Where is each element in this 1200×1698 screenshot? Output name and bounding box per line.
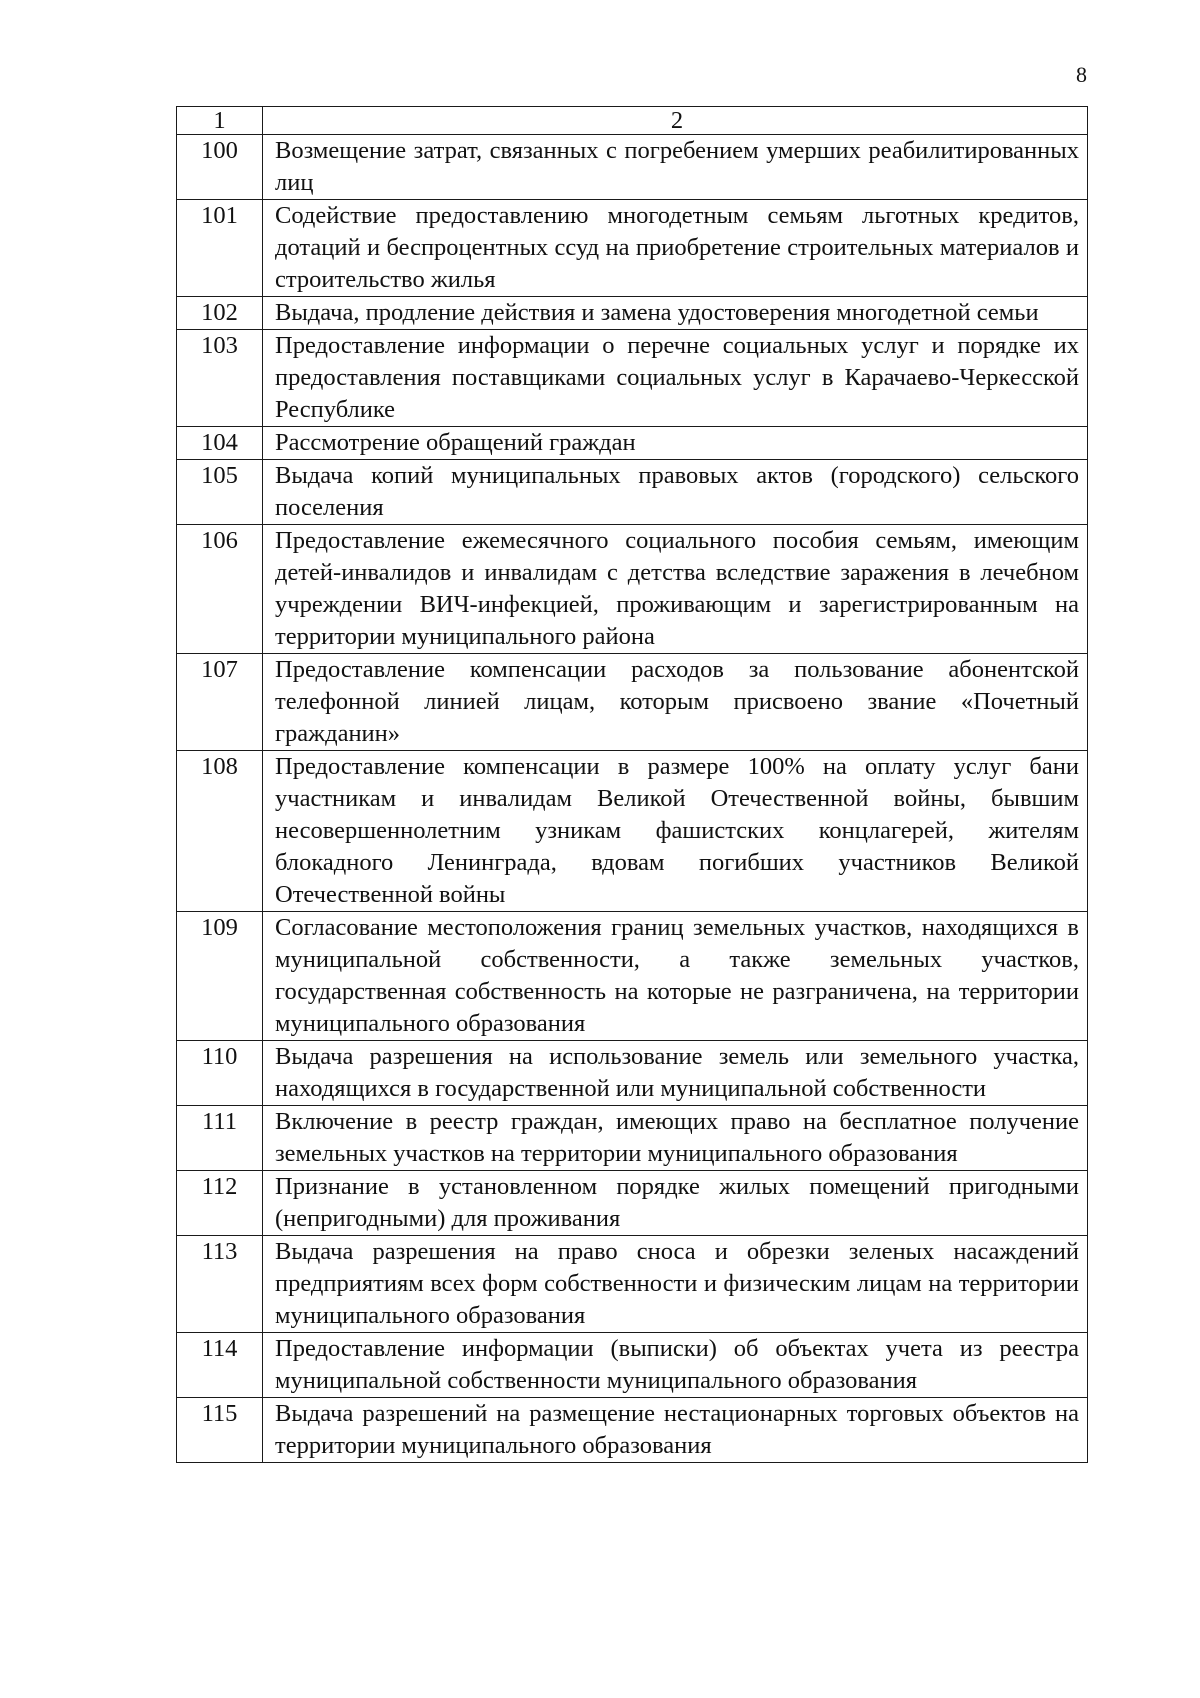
table-row (177, 654, 1088, 751)
row-description: Рассмотрение обращений граждан (263, 427, 1088, 460)
row-number: 110 (177, 1041, 263, 1106)
row-description: Содействие предоставлению многодетным семьям льготных кредитов, дотаций и беспроцентных ссуд на приобретение строительных материалов и строительство жилья (263, 200, 1088, 297)
row-number: 105 (177, 460, 263, 525)
table-row (177, 297, 1088, 330)
row-number: 112 (177, 1171, 263, 1236)
row-description: Признание в установленном порядке жилых помещений пригодными (непригодными) для проживания (263, 1171, 1088, 1236)
table-row (177, 525, 1088, 654)
row-number: 101 (177, 200, 263, 297)
table-row (177, 200, 1088, 297)
row-description: Выдача, продление действия и замена удостоверения многодетной семьи (263, 297, 1088, 330)
row-description: Предоставление информации (выписки) об объектах учета из реестра муниципальной собственности муниципального образования (263, 1333, 1088, 1398)
table-row (177, 1236, 1088, 1333)
row-number: 107 (177, 654, 263, 751)
row-number: 103 (177, 330, 263, 427)
row-number: 104 (177, 427, 263, 460)
row-description: Включение в реестр граждан, имеющих право на бесплатное получение земельных участков на территории муниципального образования (263, 1106, 1088, 1171)
table-body (177, 107, 1088, 1463)
table-row (177, 135, 1088, 200)
row-description: Согласование местоположения границ земельных участков, находящихся в муниципальной собственности, а также земельных участков, государственная собственность на которые не разграничена, на территории муниципального образования (263, 912, 1088, 1041)
table-row (177, 751, 1088, 912)
table-row (177, 427, 1088, 460)
table-row (177, 912, 1088, 1041)
table-row (177, 460, 1088, 525)
table-row (177, 1171, 1088, 1236)
row-description: Предоставление ежемесячного социального пособия семьям, имеющим детей-инвалидов и инвалидам с детства вследствие заражения в лечебном учреждении ВИЧ-инфекцией, проживающим и зарегистрированным на территории муниципального района (263, 525, 1088, 654)
row-number: 111 (177, 1106, 263, 1171)
row-number: 102 (177, 297, 263, 330)
row-number: 106 (177, 525, 263, 654)
row-description: Предоставление информации о перечне социальных услуг и порядке их предоставления поставщиками социальных услуг в Карачаево-Черкесской Республике (263, 330, 1088, 427)
table-row (177, 1398, 1088, 1463)
row-description: Выдача разрешения на право сноса и обрезки зеленых насаждений предприятиям всех форм собственности и физическим лицам на территории муниципального образования (263, 1236, 1088, 1333)
services-table (176, 106, 1088, 1463)
row-number: 114 (177, 1333, 263, 1398)
row-description: Выдача разрешения на использование земель или земельного участка, находящихся в государственной или муниципальной собственности (263, 1041, 1088, 1106)
table-row (177, 1041, 1088, 1106)
row-number: 113 (177, 1236, 263, 1333)
row-description: Предоставление компенсации расходов за пользование абонентской телефонной линией лицам, которым присвоено звание «Почетный гражданин» (263, 654, 1088, 751)
row-number: 108 (177, 751, 263, 912)
table-row (177, 1106, 1088, 1171)
row-description: Выдача разрешений на размещение нестационарных торговых объектов на территории муниципального образования (263, 1398, 1088, 1463)
row-description: Выдача копий муниципальных правовых актов (городского) сельского поселения (263, 460, 1088, 525)
page-number: 8 (1076, 62, 1087, 87)
table-row (177, 1333, 1088, 1398)
row-number: 100 (177, 135, 263, 200)
table-header-row (177, 107, 1088, 135)
row-number: 109 (177, 912, 263, 1041)
row-description: Предоставление компенсации в размере 100% на оплату услуг бани участникам и инвалидам Великой Отечественной войны, бывшим несовершеннолетним узникам фашистских концлагерей, жителям блокадного Ленинграда, вдовам погибших участников Великой Отечественной войны (263, 751, 1088, 912)
row-number: 115 (177, 1398, 263, 1463)
row-description: Возмещение затрат, связанных с погребением умерших реабилитированных лиц (263, 135, 1088, 200)
column-header-number: 1 (177, 107, 263, 135)
table-row (177, 330, 1088, 427)
column-header-description: 2 (263, 107, 1088, 135)
